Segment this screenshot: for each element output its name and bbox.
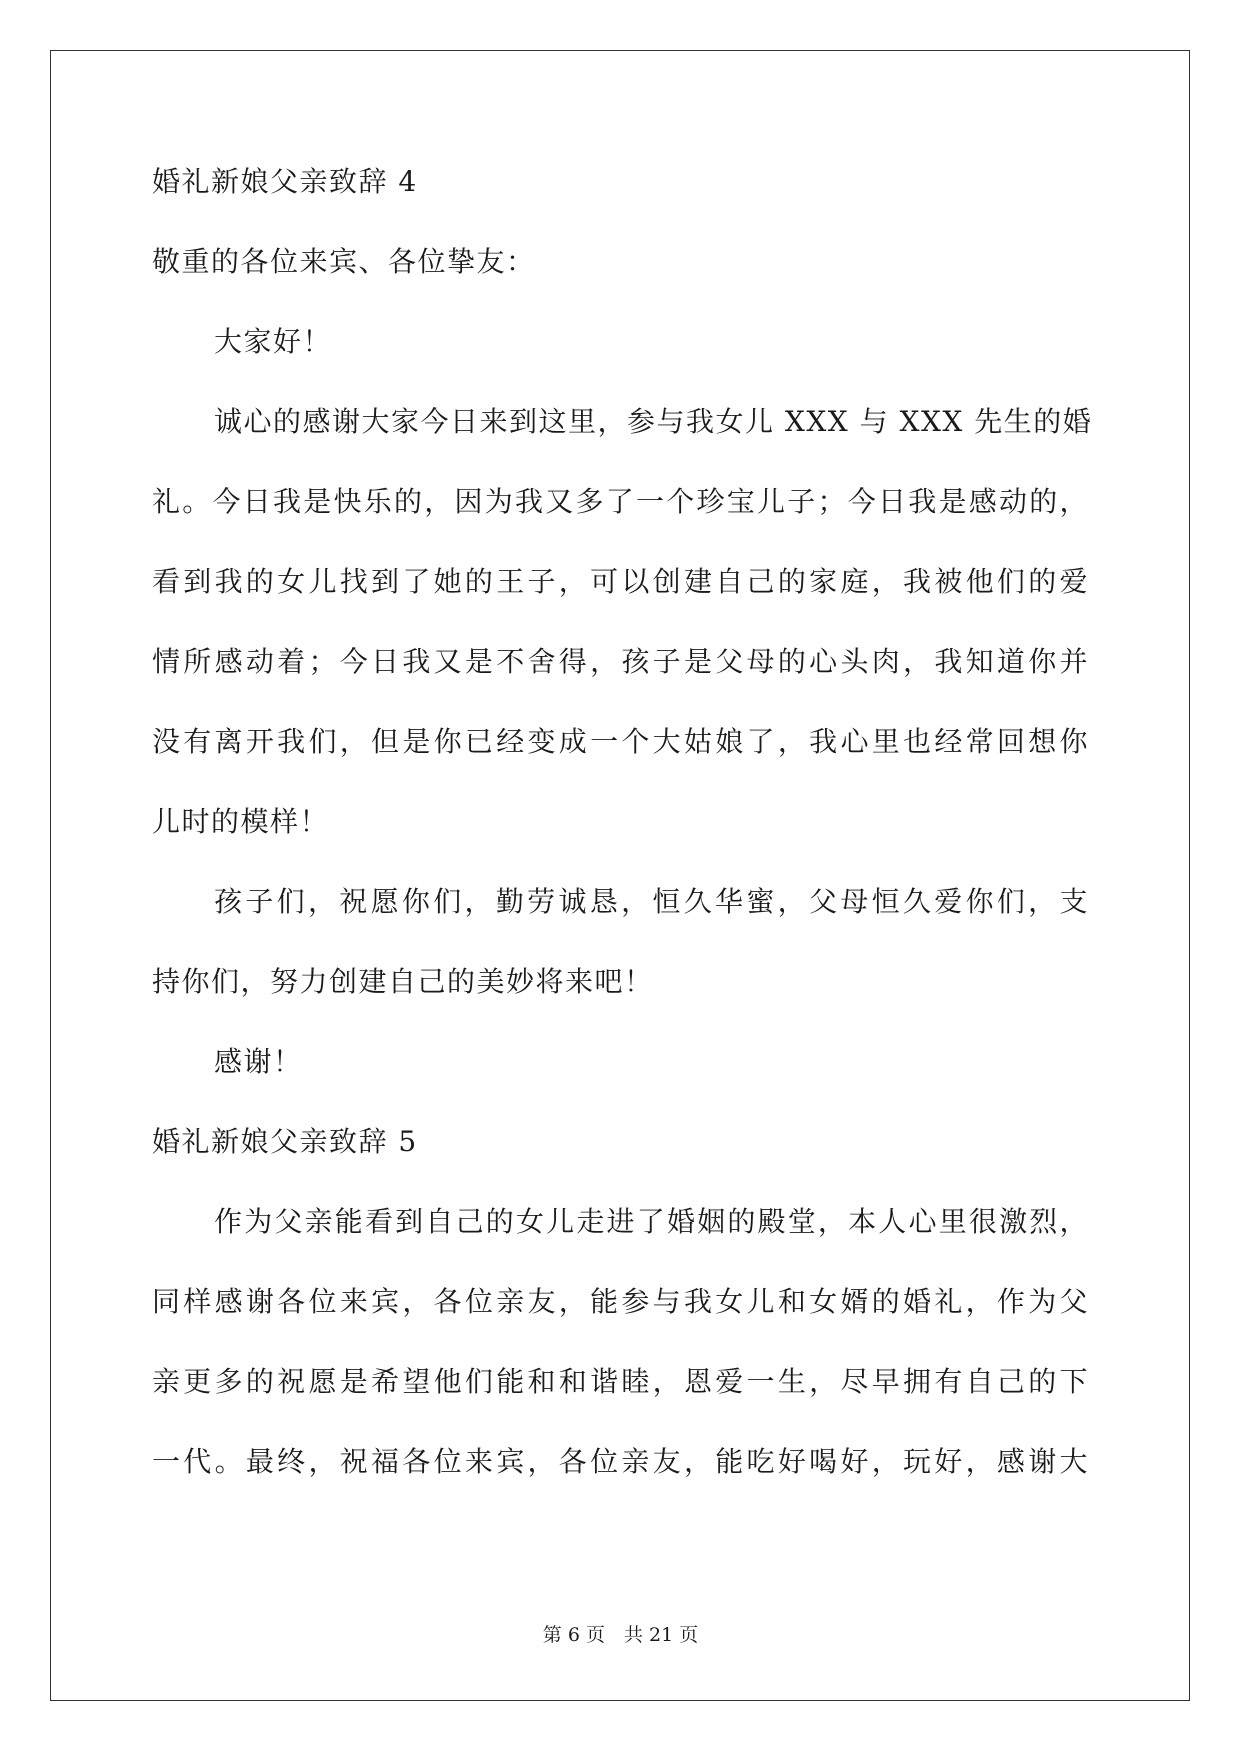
paragraph-line: 没有离开我们，但是你已经变成一个大姑娘了，我心里也经常回想你 [152, 725, 1089, 758]
paragraph-line: 情所感动着；今日我又是不舍得，孩子是父母的心头肉，我知道你并 [152, 645, 1089, 678]
heading-speech-5: 婚礼新娘父亲致辞 5 [152, 1125, 418, 1158]
paragraph-line: 看到我的女儿找到了她的王子，可以创建自己的家庭，我被他们的爱 [152, 565, 1089, 598]
salutation: 敬重的各位来宾、各位挚友： [152, 245, 536, 278]
paragraph-line: 儿时的模样！ [152, 805, 330, 838]
paragraph-line: 亲更多的祝愿是希望他们能和和谐睦，恩爱一生，尽早拥有自己的下 [152, 1365, 1089, 1398]
paragraph-line: 诚心的感谢大家今日来到这里，参与我女儿 XXX 与 XXX 先生的婚 [214, 405, 1093, 438]
thanks-line: 感谢！ [214, 1045, 303, 1078]
page-number-footer: 第 6 页 共 21 页 [542, 1624, 699, 1646]
paragraph-line: 持你们，努力创建自己的美妙将来吧！ [152, 965, 654, 998]
paragraph-line: 礼。今日我是快乐的，因为我又多了一个珍宝儿子；今日我是感动的， [152, 485, 1089, 518]
document-body [152, 165, 1093, 1528]
paragraph-line: 孩子们，祝愿你们，勤劳诚恳，恒久华蜜，父母恒久爱你们，支 [214, 885, 1089, 918]
greeting: 大家好！ [214, 325, 333, 358]
heading-speech-4: 婚礼新娘父亲致辞 4 [152, 165, 418, 198]
paragraph-line: 作为父亲能看到自己的女儿走进了婚姻的殿堂，本人心里很激烈， [214, 1205, 1089, 1238]
paragraph-line: 同样感谢各位来宾，各位亲友，能参与我女儿和女婿的婚礼，作为父 [152, 1285, 1089, 1318]
paragraph-line: 一代。最终，祝福各位来宾，各位亲友，能吃好喝好，玩好，感谢大 [152, 1445, 1089, 1478]
